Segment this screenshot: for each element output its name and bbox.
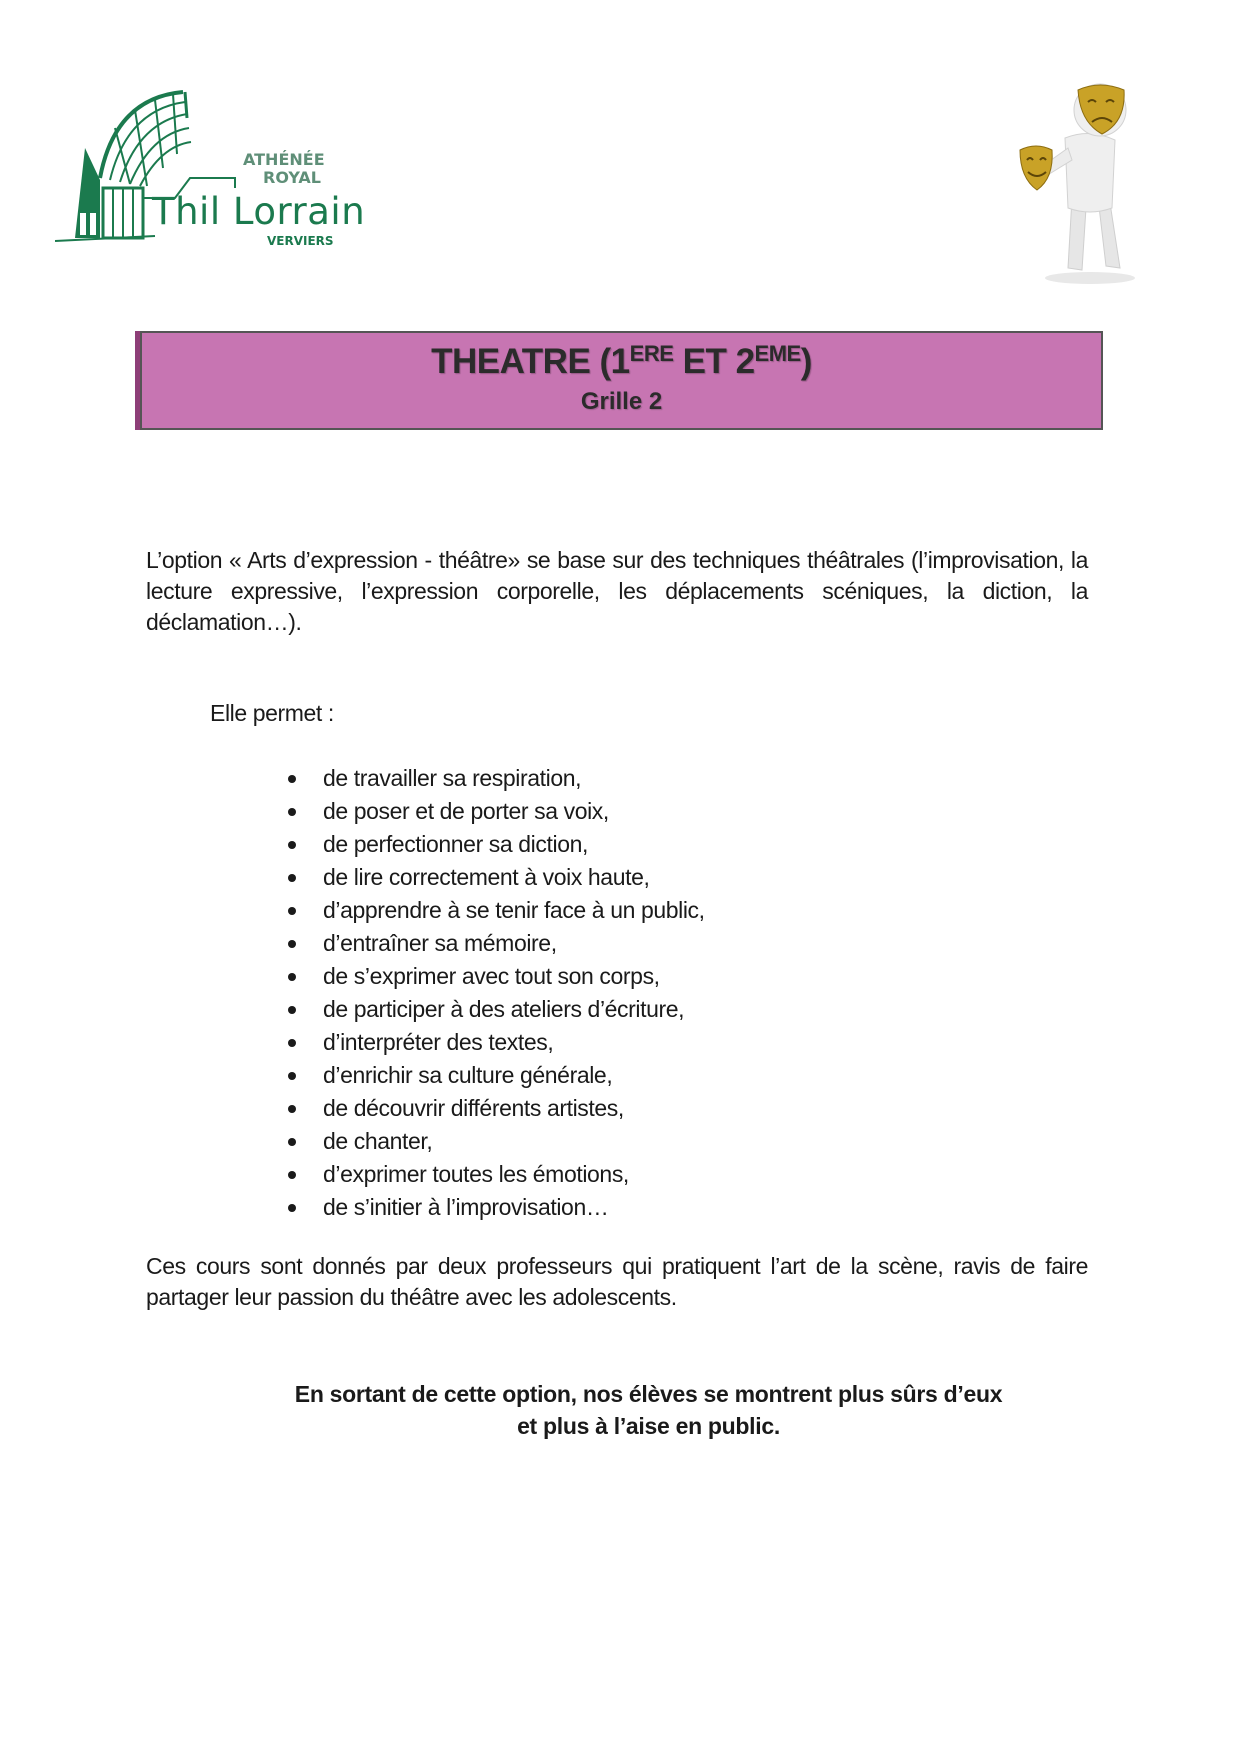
logo-line-athenee: ATHÉNÉE: [243, 150, 325, 169]
list-item: de chanter,: [285, 1125, 705, 1158]
theatre-mask-figure-icon: [1010, 78, 1160, 288]
list-item: de participer à des ateliers d’écriture,: [285, 993, 705, 1026]
logo-line-royal: ROYAL: [263, 168, 321, 187]
logo-school-name: Thil Lorrain: [152, 190, 366, 233]
list-item: d’interpréter des textes,: [285, 1026, 705, 1059]
title-banner: [140, 331, 1103, 430]
list-item: de s’initier à l’improvisation…: [285, 1191, 705, 1224]
page-title: [142, 341, 1101, 382]
list-item: d’exprimer toutes les émotions,: [285, 1158, 705, 1191]
list-item: de s’exprimer avec tout son corps,: [285, 960, 705, 993]
list-item: de découvrir différents artistes,: [285, 1092, 705, 1125]
conclusion-line-2: et plus à l’aise en public.: [517, 1413, 780, 1439]
title-suffix: ): [800, 342, 812, 381]
list-item: d’apprendre à se tenir face à un public,: [285, 894, 705, 927]
list-item: de poser et de porter sa voix,: [285, 795, 705, 828]
list-item: d’enrichir sa culture générale,: [285, 1059, 705, 1092]
logo-city: VERVIERS: [267, 234, 334, 248]
title-prefix: THEATRE (1: [431, 342, 630, 381]
title-mid: ET 2: [673, 342, 755, 381]
page-subtitle: Grille 2: [580, 388, 663, 415]
list-item: d’entraîner sa mémoire,: [285, 927, 705, 960]
title-sup-eme: EME: [754, 341, 801, 366]
conclusion-line-1: En sortant de cette option, nos élèves se montrent plus sûrs d’eux: [294, 1381, 1003, 1407]
list-item: de perfectionner sa diction,: [285, 828, 705, 861]
list-item: de travailler sa respiration,: [285, 762, 705, 795]
teachers-paragraph: Ces cours sont donnés par deux professeurs qui pratiquent l’art de la scène, ravis de faire partager leur passion du théâtre avec les adolescents.: [146, 1253, 1088, 1310]
conclusion: [146, 1378, 1151, 1442]
intro-paragraph: L’option « Arts d’expression - théâtre» se base sur des techniques théâtrales (l’improvisation, la lecture expressive, l’expression corporelle, les déplacements scéniques, la diction, la déclamation…).: [146, 547, 1088, 635]
benefits-intro: Elle permet :: [210, 700, 334, 726]
title-sup-ere: ERE: [629, 341, 674, 366]
school-logo: [55, 88, 366, 248]
list-item: de lire correctement à voix haute,: [285, 861, 705, 894]
benefits-list: [285, 762, 705, 1224]
